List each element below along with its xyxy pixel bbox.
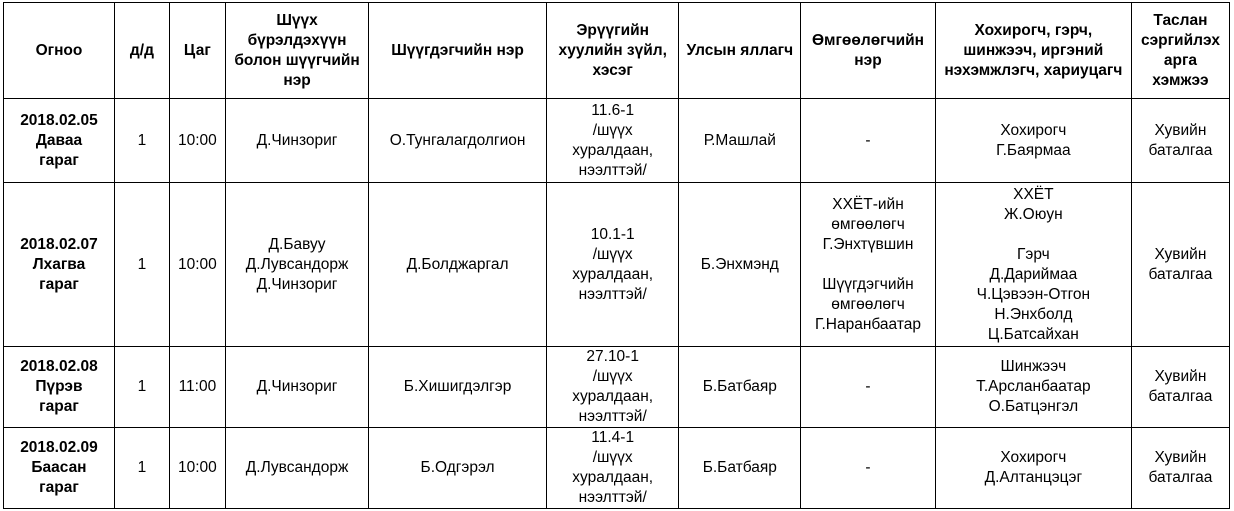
cell-article: 27.10-1 /шүүх хуралдаан, нээлттэй/ <box>546 347 679 428</box>
header-lawyer: Өмгөөлөгчийн нэр <box>801 3 936 99</box>
header-row <box>4 3 1230 99</box>
header-article: Эрүүгийн хуулийн зүйл, хэсэг <box>546 3 679 99</box>
cell-time: 10:00 <box>169 99 225 183</box>
cell-parties: ХХЁТ Ж.Оюун Гэрч Д.Дариймаа Ч.Цэвээн-Отгон Н.Энхболд Ц.Батсайхан <box>935 183 1131 347</box>
cell-article: 11.4-1 /шүүх хуралдаан, нээлттэй/ <box>546 428 679 509</box>
cell-defendant: Б.Хишигдэлгэр <box>369 347 547 428</box>
header-judges: Шүүх бүрэлдэхүүн болон шүүгчийн нэр <box>225 3 368 99</box>
cell-parties: Хохирогч Д.Алтанцэцэг <box>935 428 1131 509</box>
cell-judges: Д.Лувсандорж <box>225 428 368 509</box>
cell-lawyer: - <box>801 347 936 428</box>
cell-prosecutor: Р.Машлай <box>679 99 801 183</box>
cell-article: 11.6-1 /шүүх хуралдаан, нээлттэй/ <box>546 99 679 183</box>
cell-number: 1 <box>114 428 169 509</box>
header-prosecutor: Улсын яллагч <box>679 3 801 99</box>
cell-defendant: Б.Одгэрэл <box>369 428 547 509</box>
header-date: Огноо <box>4 3 115 99</box>
cell-measure: Хувийн баталгаа <box>1131 99 1229 183</box>
table-row <box>4 428 1230 509</box>
table-row <box>4 99 1230 183</box>
header-time: Цаг <box>169 3 225 99</box>
table-row <box>4 183 1230 347</box>
header-parties: Хохирогч, гэрч, шинжээч, иргэний нэхэмжлэгч, хариуцагч <box>935 3 1131 99</box>
cell-lawyer: - <box>801 428 936 509</box>
cell-lawyer: - <box>801 99 936 183</box>
cell-parties: Хохирогч Г.Баярмаа <box>935 99 1131 183</box>
cell-lawyer: ХХЁТ-ийн өмгөөлөгч Г.Энхтүвшин Шүүгдэгчийн өмгөөлөгч Г.Наранбаатар <box>801 183 936 347</box>
cell-measure: Хувийн баталгаа <box>1131 347 1229 428</box>
cell-judges: Д.Бавуу Д.Лувсандорж Д.Чинзориг <box>225 183 368 347</box>
cell-defendant: О.Тунгалагдолгион <box>369 99 547 183</box>
court-schedule-table <box>3 2 1230 509</box>
cell-number: 1 <box>114 347 169 428</box>
header-defendant: Шүүгдэгчийн нэр <box>369 3 547 99</box>
cell-prosecutor: Б.Батбаяр <box>679 347 801 428</box>
cell-number: 1 <box>114 99 169 183</box>
cell-prosecutor: Б.Батбаяр <box>679 428 801 509</box>
cell-date: 2018.02.09 Баасан гараг <box>4 428 115 509</box>
cell-date: 2018.02.08 Пүрэв гараг <box>4 347 115 428</box>
cell-defendant: Д.Болджаргал <box>369 183 547 347</box>
cell-date: 2018.02.07 Лхагва гараг <box>4 183 115 347</box>
cell-judges: Д.Чинзориг <box>225 347 368 428</box>
cell-judges: Д.Чинзориг <box>225 99 368 183</box>
cell-article: 10.1-1 /шүүх хуралдаан, нээлттэй/ <box>546 183 679 347</box>
cell-number: 1 <box>114 183 169 347</box>
header-number: д/д <box>114 3 169 99</box>
header-measure: Таслан сэргийлэх арга хэмжээ <box>1131 3 1229 99</box>
cell-date: 2018.02.05 Даваа гараг <box>4 99 115 183</box>
cell-time: 10:00 <box>169 183 225 347</box>
cell-time: 11:00 <box>169 347 225 428</box>
cell-parties: Шинжээч Т.Арсланбаатар О.Батцэнгэл <box>935 347 1131 428</box>
cell-measure: Хувийн баталгаа <box>1131 428 1229 509</box>
cell-measure: Хувийн баталгаа <box>1131 183 1229 347</box>
table-row <box>4 347 1230 428</box>
cell-prosecutor: Б.Энхмэнд <box>679 183 801 347</box>
cell-time: 10:00 <box>169 428 225 509</box>
